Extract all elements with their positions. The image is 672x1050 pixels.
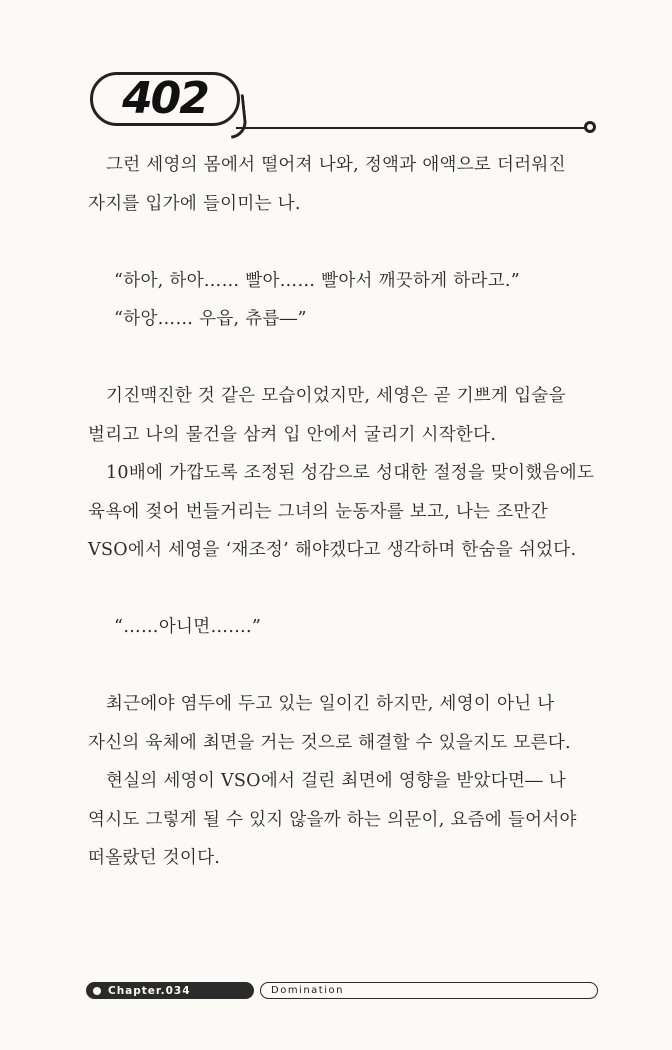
dialogue-line: “하앙…… 우읍, 츄릅―” [114, 309, 307, 329]
book-title: Domination [271, 985, 344, 996]
page-number-frame [90, 72, 240, 126]
paragraph-gap [88, 339, 598, 378]
paragraph-gap [88, 570, 598, 609]
header-rule-end-dot [584, 121, 596, 133]
paragraph: 기진맥진한 것 같은 모습이었지만, 세영은 곧 기쁘게 입술을 벌리고 나의 물건을 삼켜 입 안에서 굴리기 시작한다. [88, 386, 566, 445]
chapter-badge [86, 982, 254, 999]
dialogue-line: “……아니면…….” [114, 617, 262, 637]
page-number: 402 [122, 73, 208, 124]
paragraph: 최근에야 염두에 두고 있는 일이긴 하지만, 세영이 아닌 나 자신의 육체에 최면을 거는 것으로 해결할 수 있을지도 모른다. [88, 694, 571, 753]
paragraph: 현실의 세영이 VSO에서 걸린 최면에 영향을 받았다면― 나 역시도 그렇게 될 수 있지 않을까 하는 의문이, 요즘에 들어서야 떠올랐던 것이다. [88, 771, 577, 868]
paragraph-gap [88, 647, 598, 686]
paragraph: 그런 세영의 몸에서 떨어져 나와, 정액과 애액으로 더러워진 자지를 입가에 들이미는 나. [88, 155, 566, 214]
header-rule [236, 127, 586, 129]
book-title-pill [260, 982, 598, 999]
paragraph-gap [88, 223, 598, 262]
footer [86, 982, 598, 1000]
bullet-icon [93, 987, 101, 995]
body-text [88, 146, 598, 878]
chapter-label: Chapter.034 [108, 984, 191, 997]
paragraph: 10배에 가깝도록 조정된 성감으로 성대한 절정을 맞이했음에도 육욕에 젖어 번들거리는 그녀의 눈동자를 보고, 나는 조만간 VSO에서 세영을 ‘재조정’ 해야겠다고 생각하며 한숨을 쉬었다. [88, 463, 595, 560]
dialogue-line: “하아, 하아…… 빨아…… 빨아서 깨끗하게 하라고.” [114, 270, 521, 291]
